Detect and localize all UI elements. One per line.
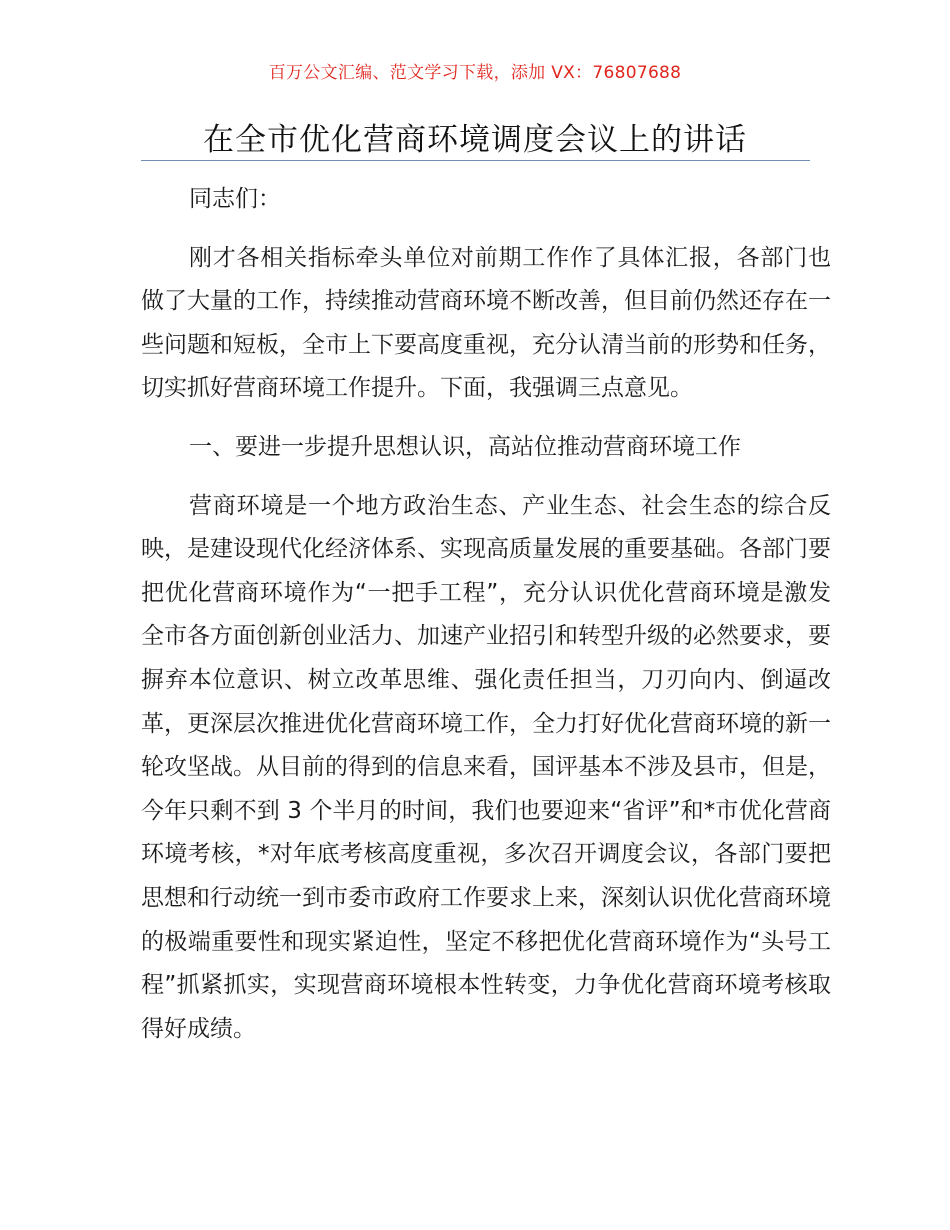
document-body <box>141 178 831 1066</box>
header-note: 百万公文汇编、范文学习下载，添加 VX：76807688 <box>268 63 682 83</box>
title-divider <box>141 160 810 161</box>
page-title: 在全市优化营商环境调度会议上的讲话 <box>203 122 747 158</box>
body-paragraph: 营商环境是一个地方政治生态、产业生态、社会生态的综合反映，是建设现代化经济体系、实现高质量发展的重要基础。各部门要把优化营商环境作为“一把手工程”，充分认识优化营商环境是激发全市各方面创新创业活力、加速产业招引和转型升级的必然要求，要摒弃本位意识、树立改革思维、强化责任担当，刀刃向内、倒逼改革，更深层次推进优化营商环境工作，全力打好优化营商环境的新一轮攻坚战。从目前的得到的信息来看，国评基本不涉及县市，但是，今年只剩不到 3 个半月的时间，我们也要迎来“省评”和*市优化营商环境考核，*对年底考核高度重视，多次召开调度会议，各部门要把思想和行动统一到市委市政府工作要求上来，深刻认识优化营商环境的极端重要性和现实紧迫性，坚定不移把优化营商环境作为“头号工程”抓紧抓实，实现营商环境根本性转变，力争优化营商环境考核取得好成绩。 <box>141 492 831 1042</box>
section-heading: 一、要进一步提升思想认识，高站位推动营商环境工作 <box>189 433 741 460</box>
intro-paragraph: 刚才各相关指标牵头单位对前期工作作了具体汇报，各部门也做了大量的工作，持续推动营商环境不断改善，但目前仍然还存在一些问题和短板，全市上下要高度重视，充分认清当前的形势和任务，切实抓好营商环境工作提升。下面，我强调三点意见。 <box>141 244 831 402</box>
salutation-paragraph: 同志们： <box>189 186 281 212</box>
